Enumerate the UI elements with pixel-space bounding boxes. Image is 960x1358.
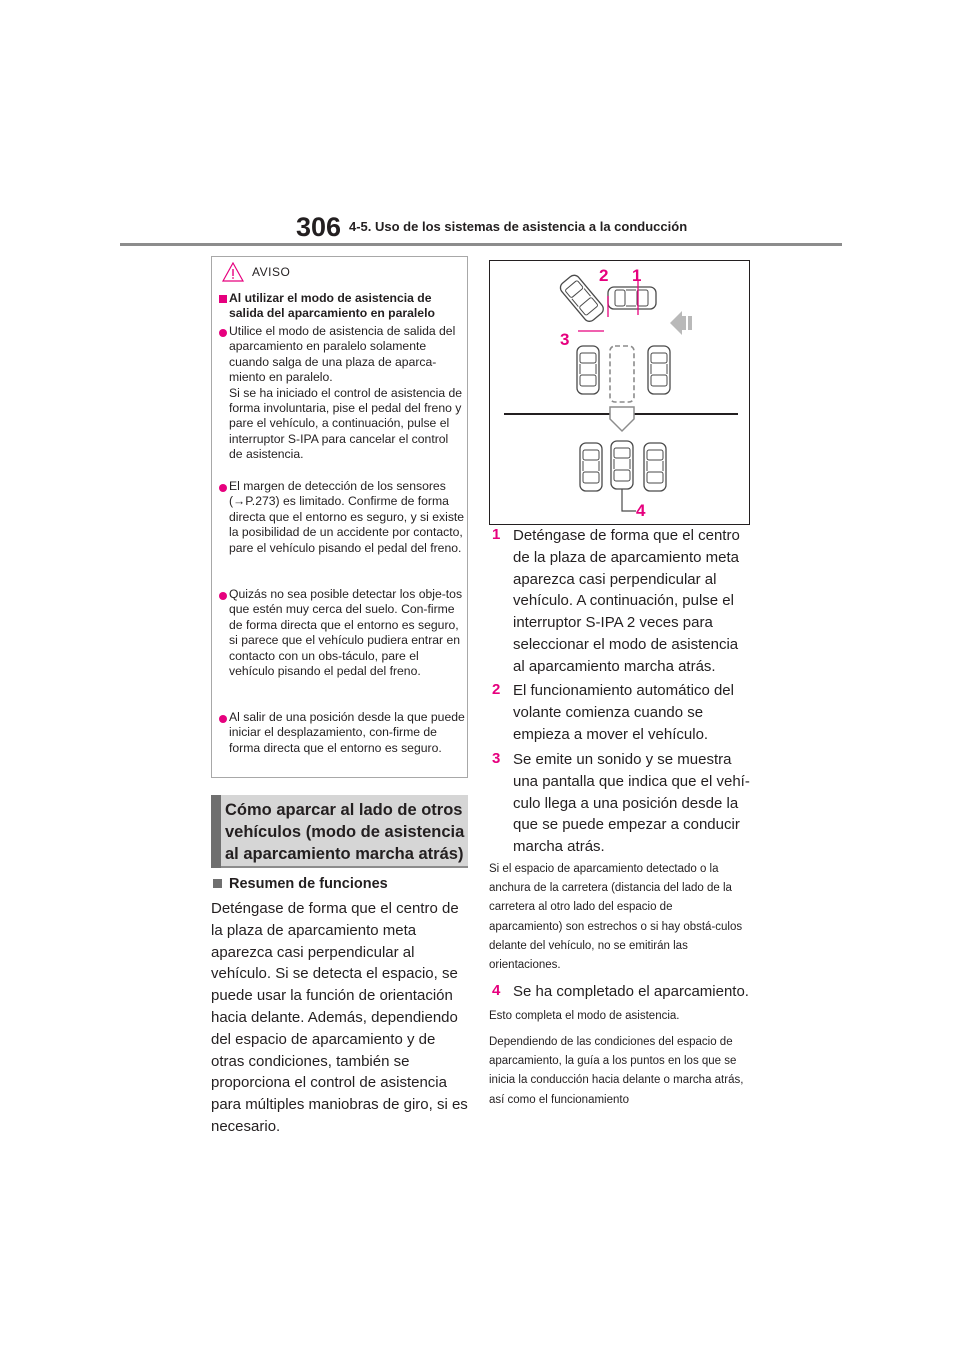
header-rule bbox=[120, 243, 842, 246]
figure-label: 2 bbox=[599, 266, 609, 285]
car-icon bbox=[644, 443, 666, 491]
target-space bbox=[610, 346, 634, 402]
page-number: 306 bbox=[296, 212, 342, 242]
step-text: Se ha completado el aparcamiento. bbox=[513, 983, 749, 1000]
car-icon bbox=[577, 346, 599, 394]
warning-subtitle: Al utilizar el modo de asistencia de salida del aparcamiento en paralelo bbox=[229, 291, 435, 321]
warning-item: Al salir de una posición desde la que puede iniciar el desplazamiento, con-firme de forma directa que el entorno es seguro. bbox=[229, 710, 465, 755]
warning-item: Utilice el modo de asistencia de salida del aparcamiento en paralelo solamente cuando salga de una plaza de aparca-miento en paralelo. Si se ha iniciado el control de asistencia de forma involuntaria, pise el pedal del freno y pare el vehículo, a continuación, pulse el interruptor S-IPA para cancelar el control de asistencia. bbox=[229, 324, 463, 462]
bullet-square bbox=[213, 879, 222, 888]
car-icon bbox=[648, 346, 670, 394]
body-text: Deténgase de forma que el centro de la plaza de aparcamiento meta aparezca casi perpendicular al vehículo. Si se detecta el espacio, se puede usar la función de orientación hacia delante. Además, dependiendo del espacio de aparcamiento y de otras condiciones, también se proporciona el control de asistencia para múltiples maniobras de giro, si es necesario. bbox=[211, 900, 468, 1135]
car-icon bbox=[611, 441, 633, 489]
step-number: 4 bbox=[492, 982, 501, 999]
section-heading-bar bbox=[211, 795, 221, 868]
step-number: 2 bbox=[492, 681, 501, 698]
step-text: Deténgase de forma que el centro de la plaza de aparcamiento meta aparezca casi perpendicular al vehículo. A continuación, pulse el interruptor S-IPA 2 veces para seleccionar el modo de asistencia al aparcamiento marcha atrás. bbox=[513, 527, 740, 675]
warning-triangle-icon bbox=[222, 262, 244, 282]
bullet-square bbox=[219, 295, 227, 303]
step-text: Se emite un sonido y se muestra una pantalla que indica que el vehí-culo llega a una posición desde la que se puede empezar a conducir marcha atrás. bbox=[513, 751, 750, 856]
parking-figure bbox=[489, 260, 750, 525]
note-text: Dependiendo de las condiciones del espacio de aparcamiento, la guía a los puntos en los que se inicia la conducción hacia delante o marcha atrás, así como el funcionamiento bbox=[489, 1036, 744, 1106]
section-heading: Cómo aparcar al lado de otros vehículos (modo de asistencia al aparcamiento marcha atrás) bbox=[225, 801, 465, 863]
section-title: 4-5. Uso de los sistemas de asistencia a la conducción bbox=[349, 219, 688, 234]
parking-diagram bbox=[490, 261, 749, 524]
figure-label: 4 bbox=[636, 501, 646, 520]
figure-label: 1 bbox=[632, 266, 642, 285]
step-text: El funcionamiento automático del volante comienza cuando se empieza a mover el vehículo. bbox=[513, 682, 734, 743]
direction-arrow-icon bbox=[670, 311, 692, 335]
marker-line bbox=[622, 489, 636, 511]
bullet-dot bbox=[219, 329, 227, 337]
figure-label: 3 bbox=[560, 330, 570, 349]
warning-label: AVISO bbox=[252, 265, 291, 279]
car-icon bbox=[580, 443, 602, 491]
subsection-title: Resumen de funciones bbox=[229, 876, 388, 892]
bullet-dot bbox=[219, 715, 227, 723]
step-number: 1 bbox=[492, 526, 501, 543]
down-arrow-icon bbox=[610, 407, 634, 431]
bullet-dot bbox=[219, 484, 227, 492]
warning-item: Quizás no sea posible detectar los obje-tos que estén muy cerca del suelo. Con-firme de forma directa que el entorno es seguro, si parece que el vehículo pudiera entrar en contacto con un obs-táculo, pare el vehículo pisando el pedal del freno. bbox=[229, 587, 463, 679]
warning-item: El margen de detección de los sensores (→P.273) es limitado. Confirme de forma directa que el entorno es seguro, y si existe la posibilidad de un accidente por contacto, pare el vehículo pisando el pedal del freno. bbox=[229, 479, 465, 555]
note-text: Si el espacio de aparcamiento detectado o la anchura de la carretera (distancia del lado de la carretera al otro lado del espacio de aparcamiento) son estrechos o si hay obstá-culos delante del vehículo, no se emitirán las orientaciones. bbox=[489, 863, 743, 972]
step-number: 3 bbox=[492, 750, 501, 767]
car-icon bbox=[608, 287, 656, 309]
bullet-dot bbox=[219, 592, 227, 600]
note-text: Esto completa el modo de asistencia. bbox=[489, 1010, 680, 1022]
